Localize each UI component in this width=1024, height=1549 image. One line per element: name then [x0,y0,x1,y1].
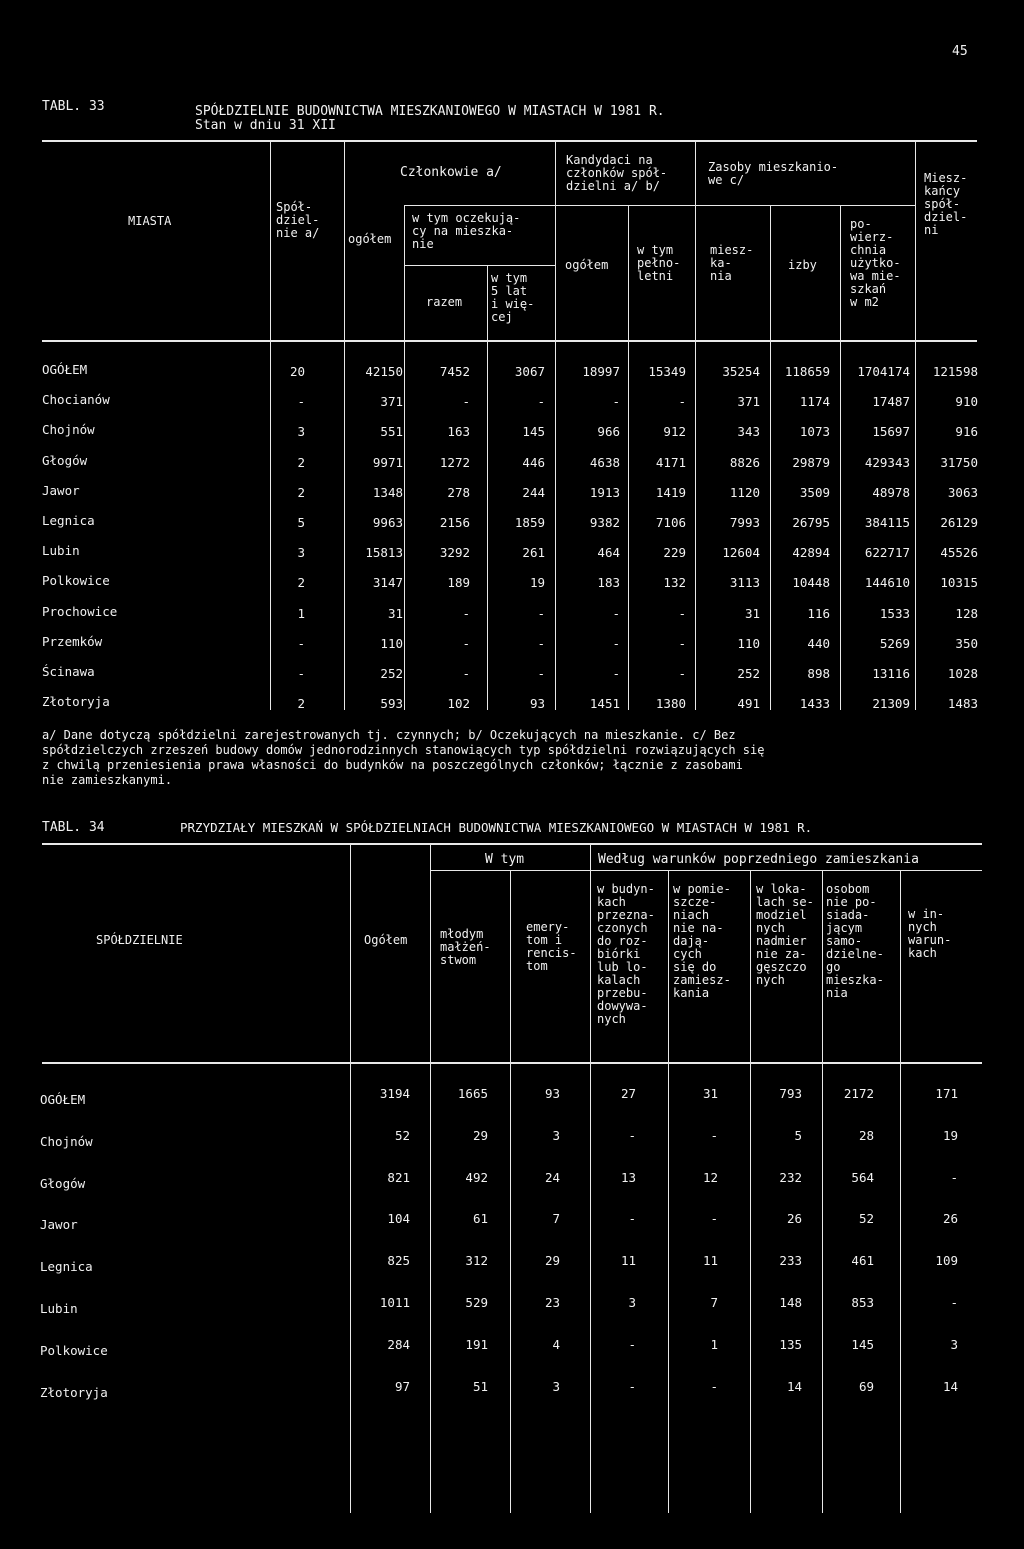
row-cooperative-name: Jawor [40,1217,78,1232]
t33-vline [344,140,345,710]
table-cell: 1028 [947,666,978,681]
t33-hline [555,205,695,206]
row-city-name: Polkowice [42,573,110,588]
table-cell: - [710,1211,718,1226]
row-city-name: Legnica [42,513,95,528]
table-cell: 31 [702,1086,718,1101]
table-cell: 464 [597,545,620,560]
table-cell: 2 [297,575,305,590]
table-cell: 26129 [940,515,978,530]
table-cell: 1533 [879,606,910,621]
table-cell: 1120 [729,485,760,500]
page-number: 45 [952,44,968,59]
col-header-zasoby: Zasoby mieszkanio- we c/ [708,160,839,187]
table-cell: 4 [552,1337,560,1352]
table-cell: 343 [737,424,760,439]
t34-header-mlodym: młodym małżeń- stwom [440,927,491,967]
table-cell: 31 [387,606,403,621]
table-cell: 5 [794,1128,802,1143]
table-33-subtitle: Stan w dniu 31 XII [195,118,336,133]
table-cell: - [710,1128,718,1143]
t34-vline [510,870,511,1513]
table-cell: 2156 [439,515,470,530]
table-cell: - [462,606,470,621]
table-cell: 1859 [514,515,545,530]
table-cell: 910 [955,394,978,409]
table-cell: - [678,666,686,681]
table-cell: 3063 [947,485,978,500]
table-cell: 2 [297,455,305,470]
row-city-name: Chocianów [42,392,110,407]
table-cell: 10448 [792,575,830,590]
t34-vline [590,843,591,1513]
table-cell: 1011 [379,1295,410,1310]
t34-header-w-innych: w in- nych warun- kach [908,907,952,960]
table-cell: - [462,636,470,651]
table-cell: 229 [663,545,686,560]
col-header-mieszkania: miesz- ka- nia [710,243,754,283]
table-cell: 7106 [655,515,686,530]
table-cell: 3113 [729,575,760,590]
table-cell: 35254 [722,364,760,379]
table-cell: 261 [522,545,545,560]
table-cell: 3 [297,424,305,439]
table-cell: 45526 [940,545,978,560]
table-cell: 11 [620,1253,636,1268]
row-cooperative-name: Głogów [40,1176,86,1191]
table-cell: 110 [380,636,403,651]
table-cell: 163 [447,424,470,439]
table-cell: 3 [950,1337,958,1352]
row-city-name: Chojnów [42,422,95,437]
row-city-name: Ścinawa [42,664,95,679]
table-cell: 31 [744,606,760,621]
table-cell: 31750 [940,455,978,470]
t34-header-w-budynkach: w budyn- kach przezna- czonych do roz- biórki lub lo- kalach przebu- dowywa- nych [597,882,655,1026]
t33-hline [404,265,555,266]
table-cell: - [537,666,545,681]
t33-vline [555,140,556,710]
t33-vline [695,140,696,710]
table-cell: 350 [955,636,978,651]
row-city-name: Przemków [42,634,103,649]
table-cell: 13 [620,1170,636,1185]
table-cell: 3 [628,1295,636,1310]
table-cell: 19 [529,575,545,590]
t33-vline [915,140,916,710]
table-cell: 1073 [799,424,830,439]
t34-header-emerytom: emery- tom i rencis- tom [526,920,577,973]
row-city-name: OGÓŁEM [42,362,88,377]
table-cell: 252 [380,666,403,681]
row-city-name: Lubin [42,543,80,558]
table-cell: 793 [779,1086,802,1101]
table-cell: 912 [663,424,686,439]
table-cell: 132 [663,575,686,590]
table-cell: 1348 [372,485,403,500]
table-cell: 1174 [799,394,830,409]
t34-header-osobom: osobom nie po- siada- jącym samo- dzielne- go mieszka- nia [826,882,884,1000]
col-header-razem: razem [426,295,463,309]
table-cell: 104 [387,1211,410,1226]
table-cell: 116 [807,606,830,621]
col-header-powierzchnia: po- wierz- chnia użytko- wa mie- szkań w m2 [850,217,901,309]
table-cell: - [612,666,620,681]
t33-header-bottom-rule [42,340,977,342]
t34-vline [350,843,351,1513]
table-cell: 171 [935,1086,958,1101]
row-cooperative-name: Polkowice [40,1343,108,1358]
table-cell: - [710,1379,718,1394]
t34-header-w-lokalach: w loka- lach se- modziel nych nadmier nie za- gęszczo nych [756,882,814,987]
table-cell: - [537,394,545,409]
table-cell: - [462,394,470,409]
col-header-mieszkancy: Miesz- kańcy spół- dziel- ni [924,171,968,237]
table-cell: 244 [522,485,545,500]
table-cell: 14 [786,1379,802,1394]
table-cell: 7 [552,1211,560,1226]
table-cell: 51 [472,1379,488,1394]
table-cell: 42894 [792,545,830,560]
table-cell: 48978 [872,485,910,500]
t34-top-rule [42,843,982,845]
table-cell: 529 [465,1295,488,1310]
table-cell: 371 [380,394,403,409]
table-cell: 446 [522,455,545,470]
row-cooperative-name: Lubin [40,1301,78,1316]
col-header-w-tym-oczekujacy: w tym oczekują- cy na mieszka- nie [412,211,521,251]
col-header-spoldzielnie: Spół- dziel- nie a/ [276,200,320,240]
col-header-w-tym-pelnoletni: w tym pełno- letni [637,243,681,283]
table-cell: 23 [544,1295,560,1310]
table-cell: 29 [472,1128,488,1143]
table-cell: 593 [380,696,403,711]
t33-vline [487,265,488,710]
table-34-title: PRZYDZIAŁY MIESZKAŃ W SPÓŁDZIELNIACH BUDOWNICTWA MIESZKANIOWEGO W MIASTACH W 1981 R. [180,820,813,835]
table-cell: 128 [955,606,978,621]
row-city-name: Prochowice [42,604,118,619]
table-cell: 189 [447,575,470,590]
table-cell: 15813 [365,545,403,560]
table-cell: 1 [297,606,305,621]
col-header-ogolem: ogółem [348,232,392,246]
table-cell: 821 [387,1170,410,1185]
table-cell: 384115 [864,515,910,530]
table-cell: 9382 [589,515,620,530]
table-cell: 110 [737,636,760,651]
table-cell: 26 [786,1211,802,1226]
row-city-name: Głogów [42,453,88,468]
table-cell: 19 [942,1128,958,1143]
table-cell: 252 [737,666,760,681]
table-cell: 1272 [439,455,470,470]
table-cell: - [462,666,470,681]
t34-header-wedlug: Według warunków poprzedniego zamieszkania [598,852,919,867]
table-cell: 69 [858,1379,874,1394]
table-cell: 825 [387,1253,410,1268]
table-cell: 14 [942,1379,958,1394]
table-cell: 898 [807,666,830,681]
table-cell: 3 [552,1128,560,1143]
table-cell: 1380 [655,696,686,711]
t34-vline [750,870,751,1513]
t34-header-spoldzielnie: SPÓŁDZIELNIE [96,933,183,947]
table-cell: 371 [737,394,760,409]
table-cell: 5269 [879,636,910,651]
table-cell: - [297,636,305,651]
table-cell: 13116 [872,666,910,681]
table-cell: 3 [297,545,305,560]
table-cell: 121598 [932,364,978,379]
table-cell: 29879 [792,455,830,470]
table-cell: 26795 [792,515,830,530]
t33-vline [770,205,771,710]
table-cell: 97 [394,1379,410,1394]
table-cell: - [297,666,305,681]
table-cell: 1 [710,1337,718,1352]
table-cell: 3147 [372,575,403,590]
table-cell: - [297,394,305,409]
table-cell: 312 [465,1253,488,1268]
table-cell: 284 [387,1337,410,1352]
t34-header-w-tym: W tym [485,852,525,867]
table-cell: - [537,606,545,621]
table-cell: 2172 [843,1086,874,1101]
table-cell: 551 [380,424,403,439]
row-cooperative-name: Legnica [40,1259,93,1274]
table-cell: 564 [851,1170,874,1185]
table-cell: 9963 [372,515,403,530]
table-cell: 17487 [872,394,910,409]
table-cell: 916 [955,424,978,439]
table-cell: 24 [544,1170,560,1185]
table-cell: 4638 [589,455,620,470]
col-header-kandydaci: Kandydaci na członków spół- dzielni a/ b/ [566,153,668,193]
table-cell: 118659 [784,364,830,379]
table-cell: 492 [465,1170,488,1185]
table-cell: 93 [529,696,545,711]
table-cell: 145 [522,424,545,439]
table-cell: 183 [597,575,620,590]
t34-header-bottom-rule [42,1062,982,1064]
table-cell: 135 [779,1337,802,1352]
t33-vline [628,205,629,710]
table-cell: 7 [710,1295,718,1310]
table-cell: 5 [297,515,305,530]
table-cell: 21309 [872,696,910,711]
t34-vline [430,843,431,1513]
table-cell: 1483 [947,696,978,711]
table-cell: 2 [297,696,305,711]
table-33-footnote: a/ Dane dotyczą spółdzielni zarejestrowanych tj. czynnych; b/ Oczekujących na mieszkanie. c/ Bez spółdzielczych zrzeszeń budowy domów jednorodzinnych stanowiących typ spółdzielni rozwiązujących się z chwilą przeniesienia prawa własności do budynków na poszczególnych członków; łącznie z zasobami nie zamieszkanymi. [42,728,765,787]
table-cell: 4171 [655,455,686,470]
table-cell: 3292 [439,545,470,560]
table-cell: 8826 [729,455,760,470]
table-cell: - [950,1170,958,1185]
table-cell: 15697 [872,424,910,439]
table-cell: 429343 [864,455,910,470]
row-cooperative-name: Chojnów [40,1134,93,1149]
table-cell: 1433 [799,696,830,711]
table-cell: 966 [597,424,620,439]
table-cell: - [678,394,686,409]
table-cell: 1665 [457,1086,488,1101]
table-cell: 7452 [439,364,470,379]
table-cell: 61 [472,1211,488,1226]
t34-header-ogolem: Ogółem [364,933,408,947]
table-cell: 233 [779,1253,802,1268]
t34-vline [668,870,669,1513]
table-cell: 440 [807,636,830,651]
row-cooperative-name: OGÓŁEM [40,1092,86,1107]
table-cell: 18997 [582,364,620,379]
table-cell: - [628,1379,636,1394]
table-34-label: TABL. 34 [42,820,105,835]
table-cell: 7993 [729,515,760,530]
table-33-title: SPÓŁDZIELNIE BUDOWNICTWA MIESZKANIOWEGO W MIASTACH W 1981 R. [195,104,665,119]
table-cell: - [950,1295,958,1310]
row-city-name: Jawor [42,483,80,498]
table-cell: - [612,606,620,621]
t33-hline [404,205,555,206]
table-cell: 12604 [722,545,760,560]
table-cell: 9971 [372,455,403,470]
table-cell: - [612,394,620,409]
table-cell: 144610 [864,575,910,590]
table-cell: 109 [935,1253,958,1268]
table-cell: - [628,1337,636,1352]
table-33-label: TABL. 33 [42,99,105,114]
t33-vline [270,140,271,710]
row-city-name: Złotoryja [42,694,110,709]
col-header-czlonkowie: Członkowie a/ [400,165,502,180]
table-cell: 3067 [514,364,545,379]
t34-vline [900,870,901,1513]
table-cell: 20 [289,364,305,379]
t34-vline [822,870,823,1513]
t34-header-w-pomieszczeniach: w pomie- szcze- niach nie na- dają- cych się do zamiesz- kania [673,882,731,1000]
t33-hline [695,205,915,206]
table-cell: 491 [737,696,760,711]
table-cell: 3194 [379,1086,410,1101]
col-header-izby: izby [788,258,817,272]
table-cell: 461 [851,1253,874,1268]
table-cell: - [628,1128,636,1143]
table-cell: 3509 [799,485,830,500]
table-cell: 3 [552,1379,560,1394]
table-cell: 1419 [655,485,686,500]
row-cooperative-name: Złotoryja [40,1385,108,1400]
table-cell: 102 [447,696,470,711]
table-cell: 2 [297,485,305,500]
table-cell: 1913 [589,485,620,500]
table-cell: 148 [779,1295,802,1310]
col-header-miasta: MIASTA [128,214,172,228]
table-cell: 26 [942,1211,958,1226]
table-cell: 622717 [864,545,910,560]
table-cell: 52 [858,1211,874,1226]
table-cell: 191 [465,1337,488,1352]
t33-vline [840,205,841,710]
t33-vline [404,205,405,710]
col-header-w-tym-5-lat: w tym 5 lat i wię- cej [491,271,535,324]
table-cell: 10315 [940,575,978,590]
table-cell: 278 [447,485,470,500]
table-cell: 1451 [589,696,620,711]
table-cell: 232 [779,1170,802,1185]
table-cell: 27 [620,1086,636,1101]
table-cell: - [628,1211,636,1226]
table-cell: 1704174 [857,364,910,379]
table-cell: 52 [394,1128,410,1143]
table-cell: - [678,606,686,621]
col-header-kand-ogolem: ogółem [565,258,609,272]
table-cell: - [678,636,686,651]
t33-top-rule [42,140,977,142]
table-cell: 12 [702,1170,718,1185]
table-cell: 28 [858,1128,874,1143]
table-cell: 42150 [365,364,403,379]
table-cell: 11 [702,1253,718,1268]
table-cell: - [537,636,545,651]
table-cell: 15349 [648,364,686,379]
table-cell: 93 [544,1086,560,1101]
table-cell: - [612,636,620,651]
table-cell: 853 [851,1295,874,1310]
table-cell: 29 [544,1253,560,1268]
table-cell: 145 [851,1337,874,1352]
